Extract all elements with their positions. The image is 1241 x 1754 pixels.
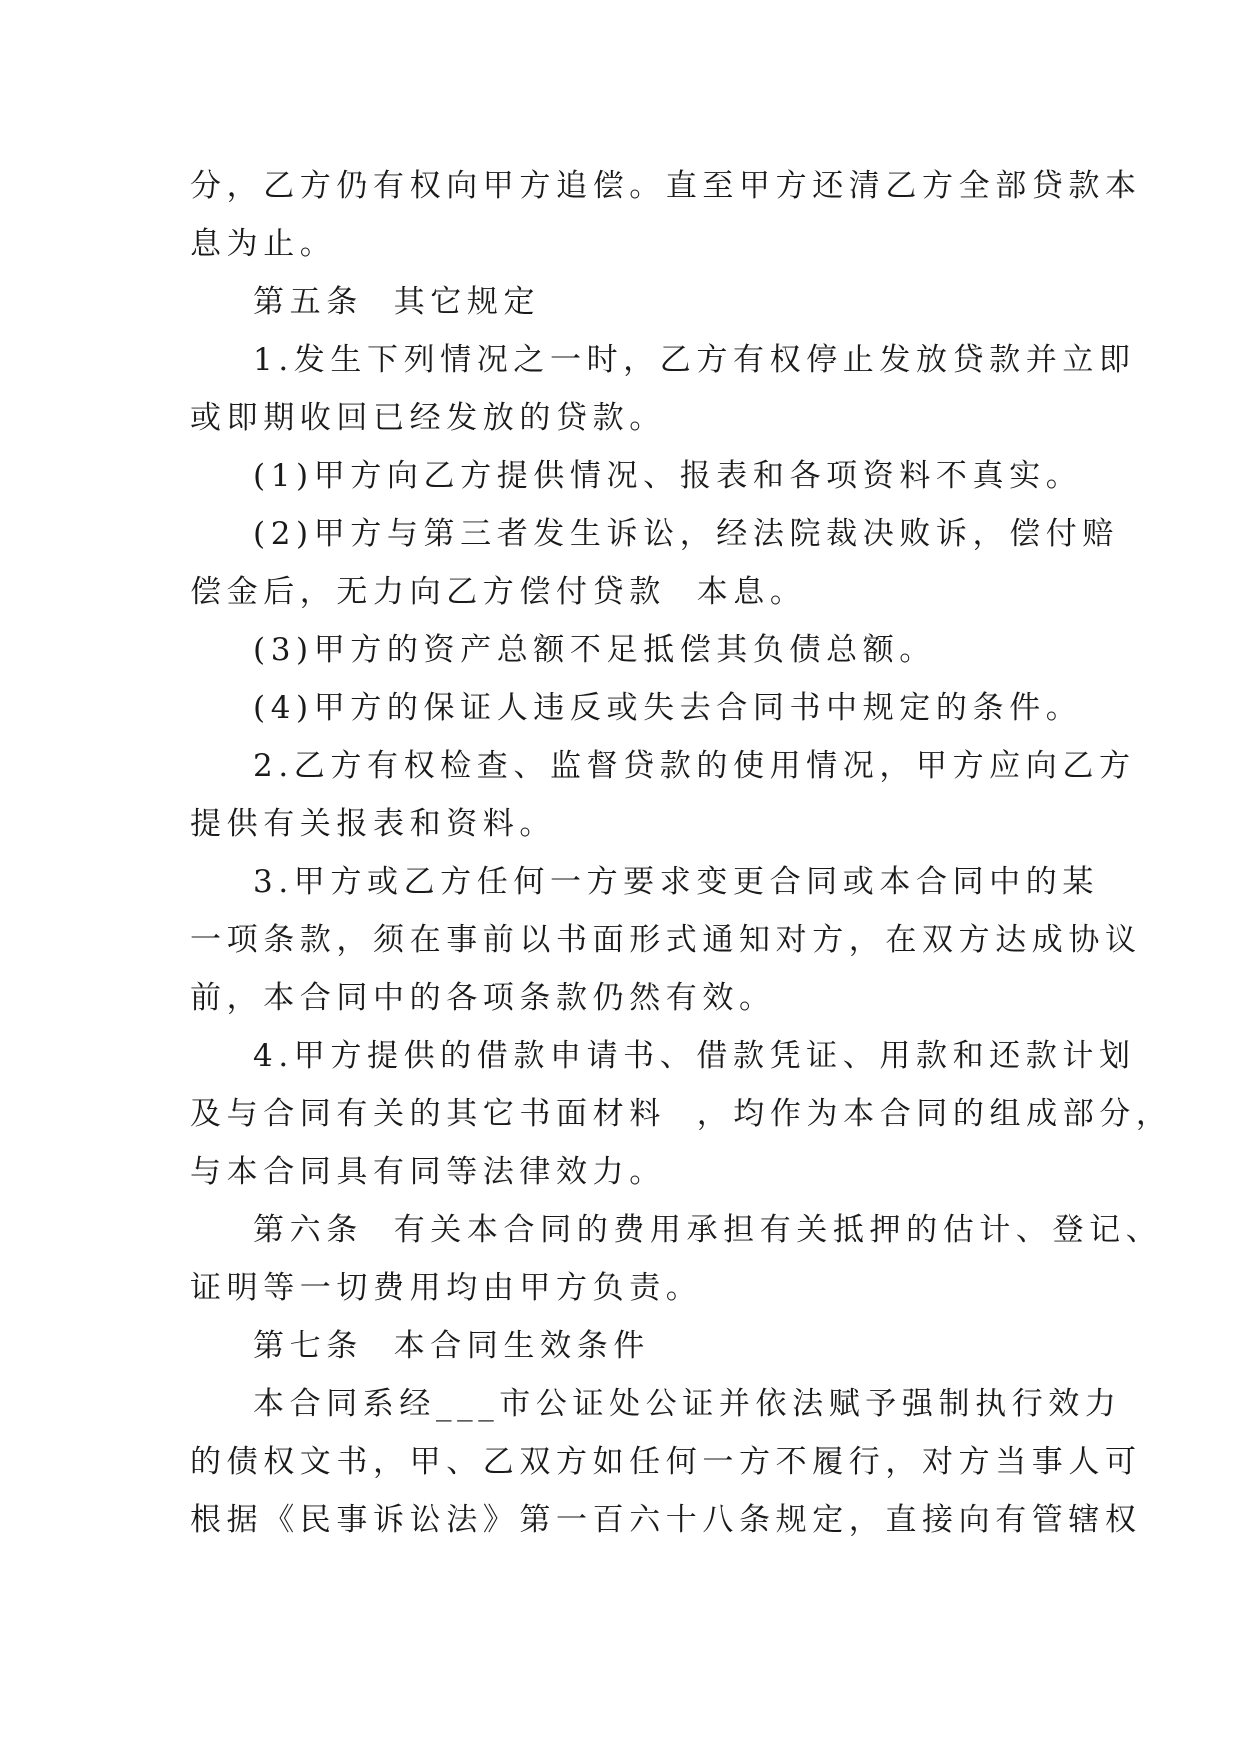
text-line: 2.乙方有权检查、监督贷款的使用情况，甲方应向乙方 — [253, 748, 1136, 784]
text-line: 1.发生下列情况之一时，乙方有权停止发放贷款并立即 — [253, 342, 1136, 378]
text-line: 偿金后，无力向乙方偿付贷款 本息。 — [190, 574, 807, 610]
text-line: (3)甲方的资产总额不足抵偿其负债总额。 — [253, 632, 936, 668]
text-line: (1)甲方向乙方提供情况、报表和各项资料不真实。 — [253, 458, 1083, 494]
text-line: (4)甲方的保证人违反或失去合同书中规定的条件。 — [253, 690, 1083, 726]
text-line: 息为止。 — [190, 226, 337, 262]
text-line: 证明等一切费用均由甲方负责。 — [190, 1270, 703, 1306]
text-line: 提供有关报表和资料。 — [190, 806, 556, 842]
text-line: 根据《民事诉讼法》第一百六十八条规定，直接向有管辖权 — [190, 1502, 1142, 1538]
text-line: 3.甲方或乙方任何一方要求变更合同或本合同中的某 — [253, 864, 1099, 900]
text-line: 前，本合同中的各项条款仍然有效。 — [190, 980, 776, 1016]
text-line: 本合同系经___市公证处公证并依法赋予强制执行效力 — [253, 1386, 1122, 1422]
text-line: 的债权文书，甲、乙双方如任何一方不履行，对方当事人可 — [190, 1444, 1142, 1480]
text-line: 及与合同有关的其它书面材料 ，均作为本合同的组成部分， — [190, 1096, 1173, 1132]
text-line: 分，乙方仍有权向甲方追偿。直至甲方还清乙方全部贷款本 — [190, 168, 1142, 204]
text-line: 与本合同具有同等法律效力。 — [190, 1154, 666, 1190]
text-line: 一项条款，须在事前以书面形式通知对方，在双方达成协议 — [190, 922, 1142, 958]
text-line: 4.甲方提供的借款申请书、借款凭证、用款和还款计划 — [253, 1038, 1136, 1074]
section-heading: 第五条 其它规定 — [253, 284, 541, 320]
section-heading: 第七条 本合同生效条件 — [253, 1328, 650, 1364]
text-line: 或即期收回已经发放的贷款。 — [190, 400, 666, 436]
text-line: (2)甲方与第三者发生诉讼，经法院裁决败诉，偿付赔 — [253, 516, 1119, 552]
section-heading: 第六条 有关本合同的费用承担有关抵押的估计、登记、 — [253, 1212, 1163, 1248]
